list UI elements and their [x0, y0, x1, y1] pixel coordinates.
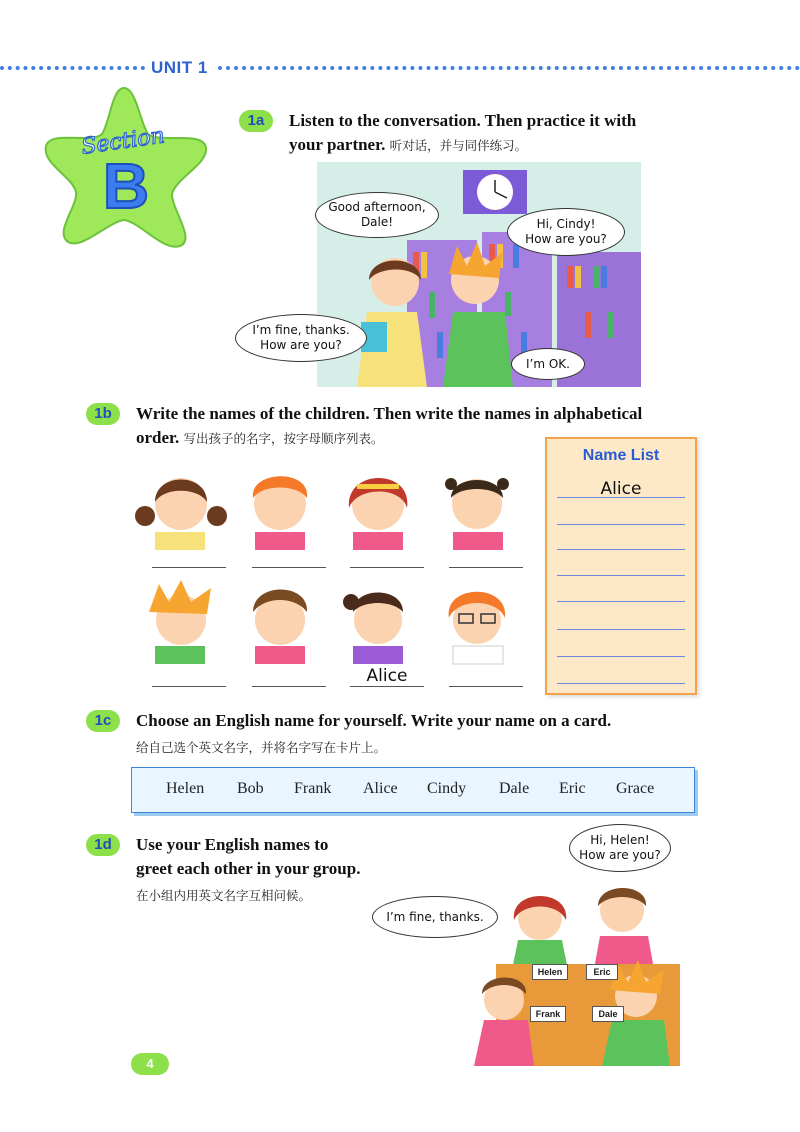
face-8 — [449, 592, 506, 664]
name-list-line-8[interactable] — [557, 683, 685, 684]
name-blank-4[interactable] — [449, 567, 523, 568]
face-5 — [149, 580, 211, 664]
name-list-line-6[interactable] — [557, 629, 685, 630]
ex1d-zh: 在小组内用英文名字互相问候。 — [136, 888, 312, 903]
exercise-badge-1c: 1c — [86, 710, 120, 732]
face-2 — [253, 476, 307, 550]
sample-name-alice: Alice — [366, 666, 408, 686]
section-word: Section — [79, 123, 167, 160]
name-card-eric: Eric — [586, 964, 618, 980]
page-number: 4 — [131, 1053, 169, 1075]
face-6 — [253, 590, 307, 665]
face-4 — [445, 478, 509, 550]
name-card-helen: Helen — [532, 964, 568, 980]
ex1a-line2: your partner. — [289, 135, 386, 154]
ex1c-zh: 给自己选个英文名字，并将名字写在卡片上。 — [136, 740, 387, 755]
exercise-badge-1a: 1a — [239, 110, 273, 132]
name-blank-1[interactable] — [152, 567, 226, 568]
ex1b-line2: order. — [136, 428, 180, 447]
ex1a-line1: Listen to the conversation. Then practice it with — [289, 111, 637, 130]
ex1b-line1: Write the names of the children. Then write the names in alphabetical — [136, 404, 643, 423]
section-star-badge — [36, 82, 216, 252]
name-list-line-2[interactable] — [557, 524, 685, 525]
header-dotted-rule-left — [0, 66, 145, 76]
face-7 — [343, 593, 403, 665]
exercise-badge-1d: 1d — [86, 834, 120, 856]
ex1d-instruction — [136, 833, 456, 881]
name-option-cindy: Cindy — [427, 780, 467, 797]
name-list-line-7[interactable] — [557, 656, 685, 657]
bubble-im-fine: I’m fine, thanks. How are you? — [235, 314, 367, 362]
name-blank-2[interactable] — [252, 567, 326, 568]
ex1d-line2: greet each other in your group. — [136, 859, 361, 878]
name-card-frank: Frank — [530, 1006, 566, 1022]
name-list-line-3[interactable] — [557, 549, 685, 550]
ex1d-line1: Use your English names to — [136, 835, 329, 854]
ex1c-instruction: Choose an English name for yourself. Write your name on a card. — [136, 711, 612, 730]
unit-title: UNIT 1 — [145, 58, 214, 78]
header-dotted-rule-right — [218, 66, 800, 76]
name-option-alice: Alice — [363, 780, 398, 797]
ex1a-instruction — [289, 109, 729, 158]
name-card-dale: Dale — [592, 1006, 624, 1022]
name-list-entry-1: Alice — [600, 479, 642, 499]
name-option-helen: Helen — [166, 780, 205, 797]
name-blank-8[interactable] — [449, 686, 523, 687]
bubble-im-ok: I’m OK. — [511, 348, 585, 380]
section-letter: B — [102, 150, 150, 222]
bubble-hi-helen: Hi, Helen! How are you? — [569, 824, 671, 872]
name-list-title: Name List — [582, 447, 660, 464]
exercise-badge-1b: 1b — [86, 403, 120, 425]
name-option-eric: Eric — [559, 780, 586, 797]
name-blank-3[interactable] — [350, 567, 424, 568]
name-list-card — [545, 437, 697, 695]
bubble-hi-cindy: Hi, Cindy! How are you? — [507, 208, 625, 256]
ex1a-zh: 听对话，并与同伴练习。 — [389, 138, 528, 153]
name-blank-7[interactable] — [350, 686, 424, 687]
bubble-im-fine-thanks: I’m fine, thanks. — [372, 896, 498, 938]
face-3 — [349, 478, 408, 550]
name-list-line-5[interactable] — [557, 601, 685, 602]
bubble-good-afternoon: Good afternoon, Dale! — [315, 192, 439, 238]
library-scene — [252, 162, 641, 387]
name-list-line-1[interactable] — [557, 497, 685, 498]
name-blank-6[interactable] — [252, 686, 326, 687]
names-box — [131, 767, 695, 813]
name-option-dale: Dale — [499, 780, 530, 797]
name-option-bob: Bob — [237, 780, 264, 797]
name-option-frank: Frank — [294, 780, 332, 797]
name-option-grace: Grace — [616, 780, 655, 797]
name-list-line-4[interactable] — [557, 575, 685, 576]
group-greeting-scene — [472, 880, 686, 1066]
ex1b-zh: 写出孩子的名字，按字母顺序列表。 — [183, 431, 384, 446]
group-illustration — [472, 880, 686, 1066]
face-1 — [135, 478, 227, 550]
name-blank-5[interactable] — [152, 686, 226, 687]
